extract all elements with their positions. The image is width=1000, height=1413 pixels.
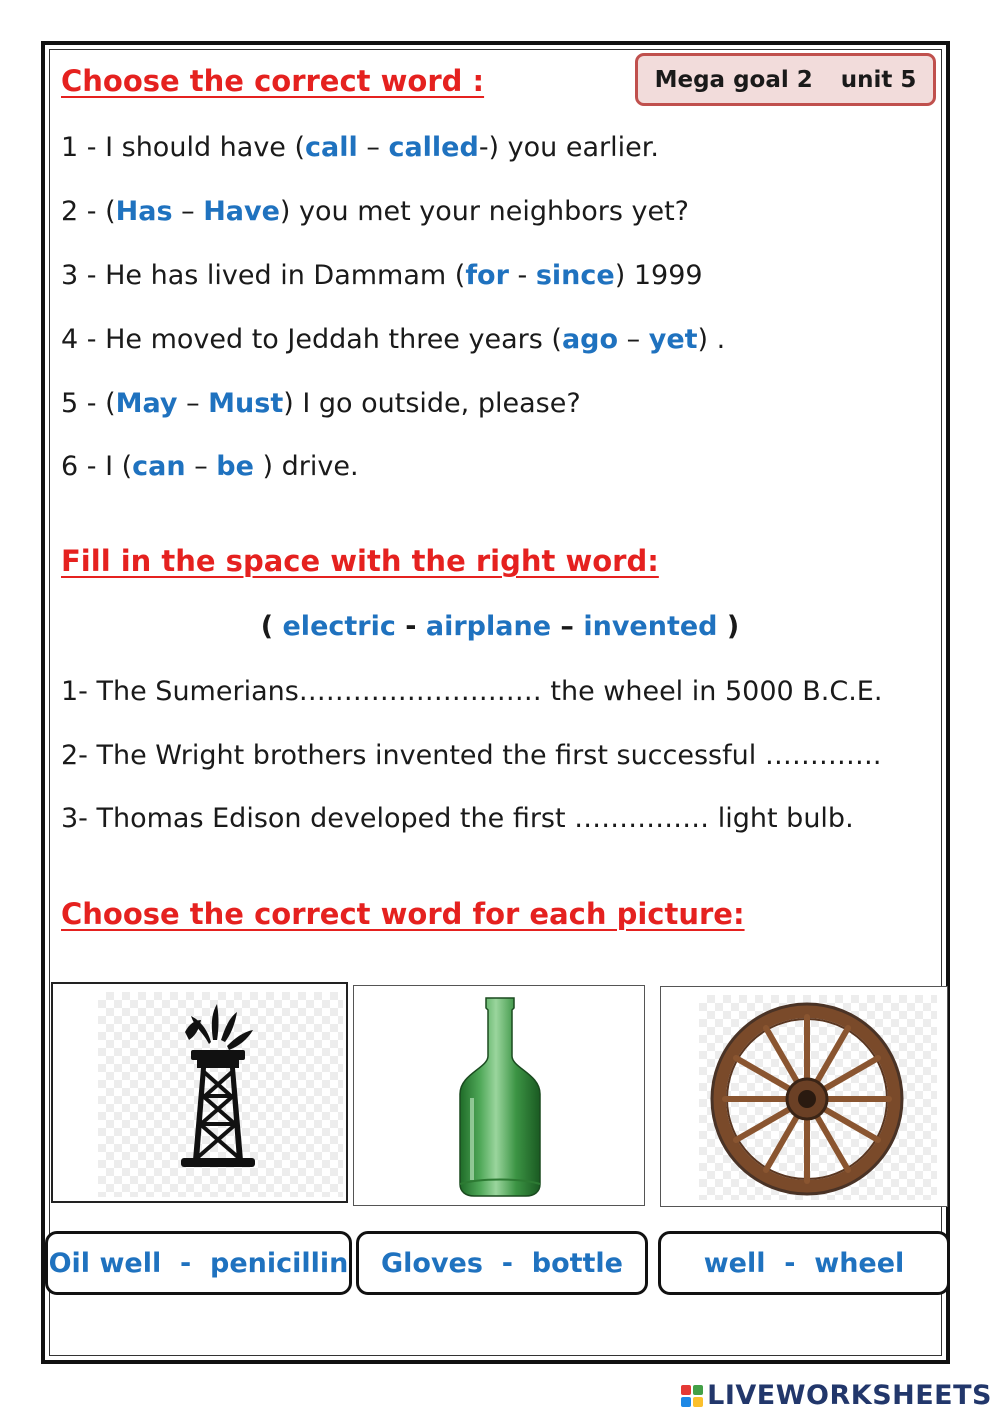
answer-box-3[interactable]: well - wheel [658, 1231, 950, 1295]
question-4: 4 - He moved to Jeddah three years (ago – yet) . [61, 324, 726, 355]
word-airplane: airplane [425, 611, 552, 642]
option-b[interactable]: Have [203, 196, 280, 227]
option-a[interactable]: Has [115, 196, 173, 227]
option-a[interactable]: May [115, 388, 178, 419]
unit-name: unit 5 [840, 66, 917, 93]
section1-heading: Choose the correct word : [61, 64, 485, 98]
answer-box-1[interactable]: Oil well - penicillin [45, 1231, 352, 1295]
option-a[interactable]: for [465, 260, 509, 291]
question-1: 1 - I should have (call – called-) you earlier. [61, 132, 659, 163]
question-6: 6 - I (can – be ) drive. [61, 451, 359, 482]
word-electric: electric [282, 611, 396, 642]
book-name: Mega goal 2 [654, 66, 813, 93]
fill-item-2[interactable]: 2- The Wright brothers invented the first successful …………. [61, 740, 882, 771]
question-2: 2 - (Has – Have) you met your neighbors yet? [61, 196, 689, 227]
section3-heading: Choose the correct word for each picture: [61, 897, 745, 931]
option-b[interactable]: since [535, 260, 615, 291]
option-a[interactable]: ago [561, 324, 619, 355]
word-invented: invented [583, 611, 718, 642]
wheel-icon [707, 999, 907, 1199]
fill-item-1[interactable]: 1- The Sumerians……………………… the wheel in 5000 B.C.E. [61, 676, 883, 707]
brand-watermark[interactable] [681, 1380, 992, 1411]
answer-box-2[interactable]: Gloves - bottle [356, 1231, 648, 1295]
oil-well-icon [173, 1002, 263, 1182]
brand-name: LIVEWORKSHEETS [707, 1380, 992, 1411]
option-b[interactable]: called [388, 132, 479, 163]
fill-item-3[interactable]: 3- Thomas Edison developed the first …………… light bulb. [61, 803, 854, 834]
option-b[interactable]: yet [648, 324, 698, 355]
picture-box-1 [51, 982, 348, 1203]
option-a[interactable]: call [305, 132, 358, 163]
picture-box-3 [660, 986, 948, 1207]
option-a[interactable]: can [132, 451, 186, 482]
picture-box-2 [353, 985, 645, 1206]
unit-badge [635, 53, 936, 106]
option-b[interactable]: Must [208, 388, 284, 419]
question-5: 5 - (May – Must) I go outside, please? [61, 388, 581, 419]
question-3: 3 - He has lived in Dammam (for - since) 1999 [61, 260, 703, 291]
section2-heading: Fill in the space with the right word: [61, 544, 659, 578]
word-bank: ( electric - airplane – invented ) [260, 611, 740, 642]
brand-logo-icon [681, 1385, 703, 1407]
bottle-icon [450, 994, 550, 1199]
option-b[interactable]: be [216, 451, 254, 482]
